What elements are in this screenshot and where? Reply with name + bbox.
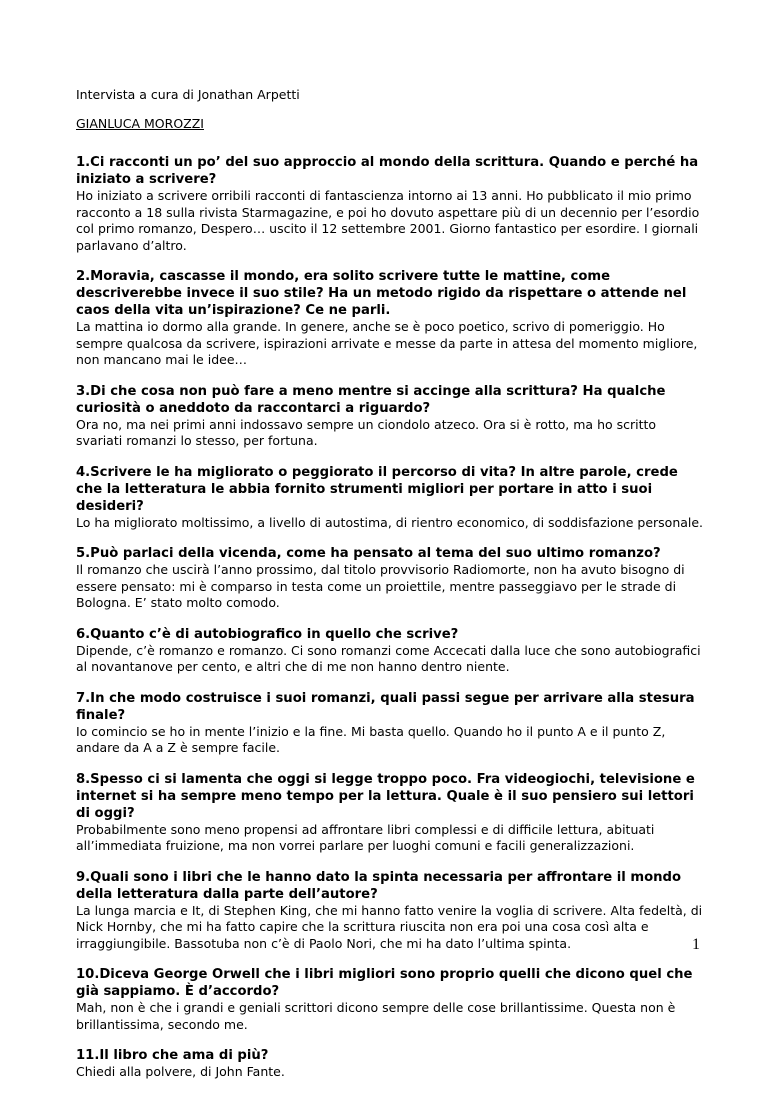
answer: Io comincio se ho in mente l’inizio e la fine. Mi basta quello. Quando ho il punto A e il punto Z, andare da A a Z è sempre facile. [76, 723, 666, 755]
qa-item-1 [76, 154, 706, 254]
question: 9.Quali sono i libri che le hanno dato la spinta necessaria per affrontare il mondo della letteratura dalla parte dell’autore? [76, 869, 682, 902]
answer: Mah, non è che i grandi e geniali scrittori dicono sempre delle cose brillantissime. Questa non è brillantissima, secondo me. [76, 1000, 676, 1032]
answer: Ora no, ma nei primi anni indossavo sempre un ciondolo atzeco. Ora si è rotto, ma ho scritto svariati romanzi lo stesso, per fortuna. [76, 416, 657, 448]
qa-item-7 [76, 690, 706, 757]
qa-item-10 [76, 966, 706, 1033]
answer: Dipende, c’è romanzo e romanzo. Ci sono romanzi come Accecati dalla luce che sono autobiografici al novantanove per cento, e altri che di me non hanno dentro niente. [76, 642, 701, 674]
qa-item-2 [76, 268, 706, 369]
answer: Il romanzo che uscirà l’anno prossimo, dal titolo provvisorio Radiomorte, non ha avuto bisogno di essere pensato: mi è comparso in testa come un proiettile, mentre passeggiavo per le strade di Bologna. E’ stato molto comodo. [76, 562, 685, 610]
qa-item-5 [76, 545, 706, 612]
question: 1.Ci racconti un po’ del suo approccio al mondo della scrittura. Quando e perché ha iniziato a scrivere? [76, 155, 699, 187]
answer: La mattina io dormo alla grande. In genere, anche se è poco poetico, scrivo di pomeriggio. Ho sempre qualcosa da scrivere, ispirazioni arrivate e messe da parte in attesa del momento migliore, non mancano mai le idee… [76, 319, 698, 367]
question: 6.Quanto c’è di autobiografico in quello che scrive? [76, 626, 459, 642]
qa-item-11 [76, 1047, 706, 1081]
question: 2.Moravia, cascasse il mondo, era solito scrivere tutte le mattine, come descriverebbe invece il suo stile? Ha un metodo rigido da rispettare o attende nel caos della vita un’ispirazione? Ce ne parli. [76, 269, 687, 318]
qa-item-3 [76, 383, 706, 450]
qa-item-4 [76, 464, 706, 532]
answer: Ho iniziato a scrivere orribili racconti di fantascienza intorno ai 13 anni. Ho pubblicato il mio primo racconto a 18 sulla rivista Starmagazine, e poi ho dovuto aspettare più di un decennio per l’esordio col primo romanzo, Despero… uscito il 12 settembre 2001. Giorno fantastico per esordire. I giornali parlavano d’altro. [76, 188, 700, 253]
answer: La lunga marcia e It, di Stephen King, che mi hanno fatto venire la voglia di scrivere. Alta fedeltà, di Nick Hornby, che mi ha fatto capire che la scrittura riuscita non era poi una cosa così alta e irraggiungibile. Bassotuba non c’è di Paolo Nori, che mi ha dato l’ultima spinta. [76, 902, 703, 951]
interviewee-name: GIANLUCA MOROZZI [76, 116, 204, 131]
question: 7.In che modo costruisce i suoi romanzi, quali passi segue per arrivare alla stesura finale? [76, 690, 695, 723]
qa-item-8 [76, 771, 706, 855]
answer: Chiedi alla polvere, di John Fante. [76, 1064, 285, 1079]
qa-item-6 [76, 626, 706, 676]
question: 4.Scrivere le ha migliorato o peggiorato il percorso di vita? In altre parole, crede che la letteratura le abbia fornito strumenti migliori per portare in atto i suoi desideri? [76, 464, 678, 514]
question: 5.Può parlaci della vicenda, come ha pensato al tema del suo ultimo romanzo? [76, 546, 661, 561]
interview-byline: Intervista a cura di Jonathan Arpetti [76, 87, 300, 102]
answer: Lo ha migliorato moltissimo, a livello di autostima, di rientro economico, di soddisfazione personale. [76, 514, 704, 530]
answer: Probabilmente sono meno propensi ad affrontare libri complessi e di difficile lettura, abituati all’immediata fruizione, ma non vorrei parlare per luoghi comuni e facili generalizzazioni. [76, 821, 655, 853]
qa-item-9 [76, 869, 706, 953]
document-page [76, 86, 706, 1095]
page-number: 1 [692, 936, 700, 953]
question: 11.Il libro che ama di più? [76, 1048, 269, 1063]
question: 8.Spesso ci si lamenta che oggi si legge troppo poco. Fra videogiochi, televisione e internet si ha sempre meno tempo per la lettura. Quale è il suo pensiero sui lettori di oggi? [76, 771, 695, 821]
question: 10.Diceva George Orwell che i libri migliori sono proprio quelli che dicono quel che già sappiamo. È d’accordo? [76, 967, 693, 999]
question: 3.Di che cosa non può fare a meno mentre si accinge alla scrittura? Ha qualche curiosità o aneddoto da raccontarci a riguardo? [76, 383, 666, 416]
